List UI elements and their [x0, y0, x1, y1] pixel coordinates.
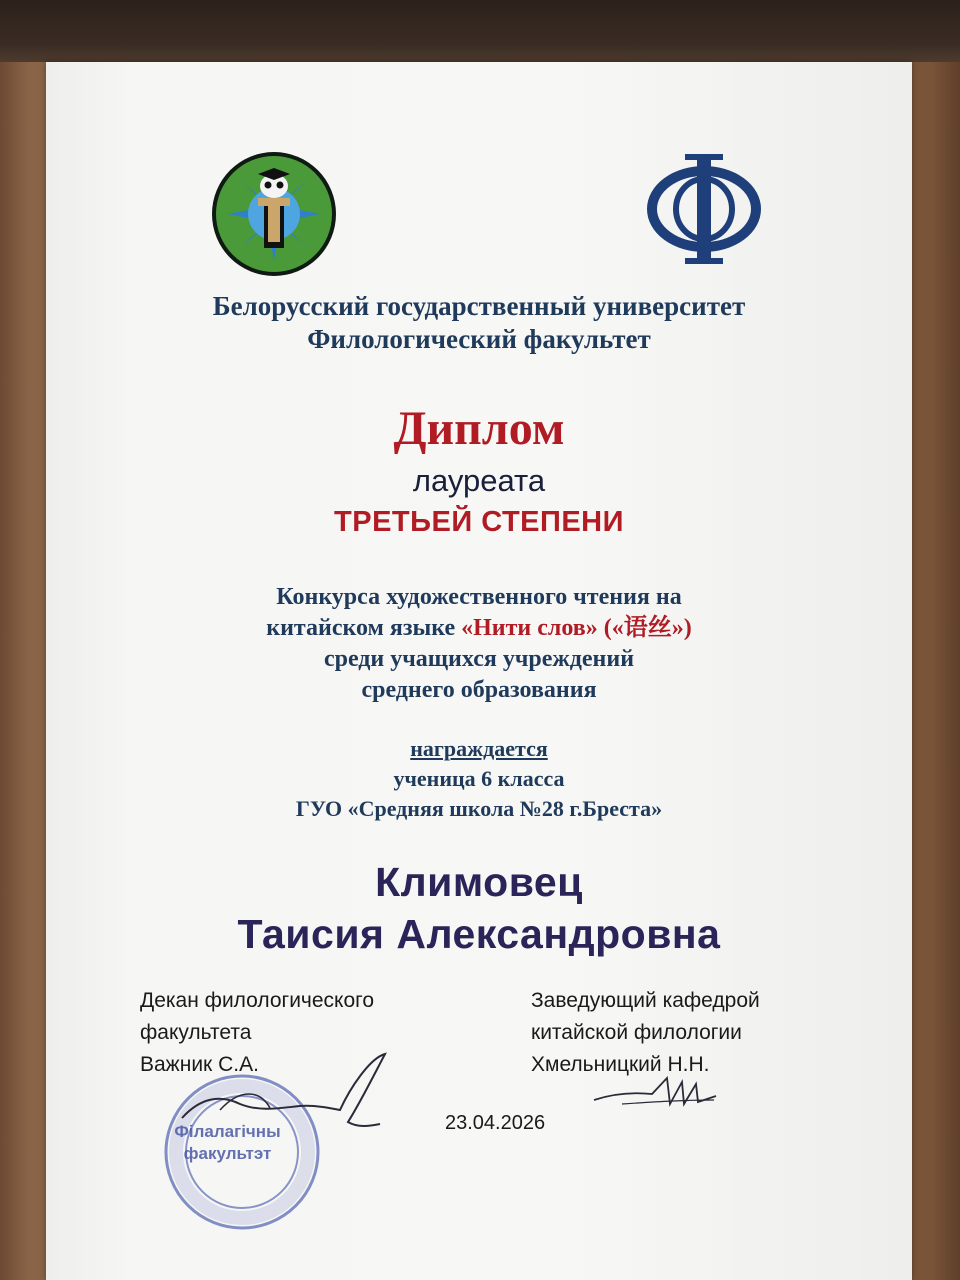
university-name: Белорусский государственный университет — [212, 291, 746, 321]
signatory-right-name: Хмельницкий Н.Н. — [531, 1053, 710, 1076]
recipient-name — [46, 856, 912, 960]
student-grade: ученица 6 класса — [393, 766, 565, 791]
signatory-left-name: Важник С.А. — [140, 1053, 259, 1076]
signatory-left-title-2: факультета — [140, 1021, 252, 1044]
award-block — [46, 734, 912, 824]
school-name: ГУО «Средняя школа №28 г.Бреста» — [295, 796, 663, 821]
header-block — [46, 290, 912, 356]
signatory-right-title-2: китайской филологии — [531, 1021, 742, 1044]
stamp-text-line-2: факультэт — [183, 1144, 272, 1163]
recipient-given-names: Таисия Александровна — [237, 911, 721, 957]
contest-emblem-logo — [210, 150, 338, 278]
contest-line-3: среди учащихся учреждений — [323, 646, 635, 672]
diploma-title: Диплом — [393, 402, 565, 455]
signatory-right-title-1: Заведующий кафедрой — [531, 989, 760, 1012]
philology-faculty-logo — [645, 150, 763, 268]
diploma-subtitle: лауреата — [412, 463, 546, 498]
contest-name: «Нити слов» («语丝») — [461, 615, 692, 641]
stamp-text-line-1: Філалагічны — [174, 1122, 281, 1141]
issue-date: 23.04.2026 — [445, 1112, 546, 1134]
contest-line-2-prefix: китайском языке — [266, 615, 462, 641]
contest-line-1: Конкурса художественного чтения на — [276, 584, 682, 610]
contest-line-2 — [46, 613, 912, 644]
contest-description — [46, 582, 912, 706]
dean-signature — [180, 1048, 390, 1138]
faculty-name: Филологический факультет — [307, 324, 651, 354]
contest-line-4: среднего образования — [361, 677, 597, 703]
frame-top-edge — [0, 0, 960, 62]
signatory-right — [531, 985, 760, 1081]
awarded-label: награждается — [410, 736, 548, 761]
recipient-surname: Климовец — [375, 859, 583, 905]
diploma-degree: ТРЕТЬЕЙ СТЕПЕНИ — [334, 506, 624, 538]
head-signature — [592, 1070, 717, 1115]
signatory-left-title-1: Декан филологического — [140, 989, 375, 1012]
